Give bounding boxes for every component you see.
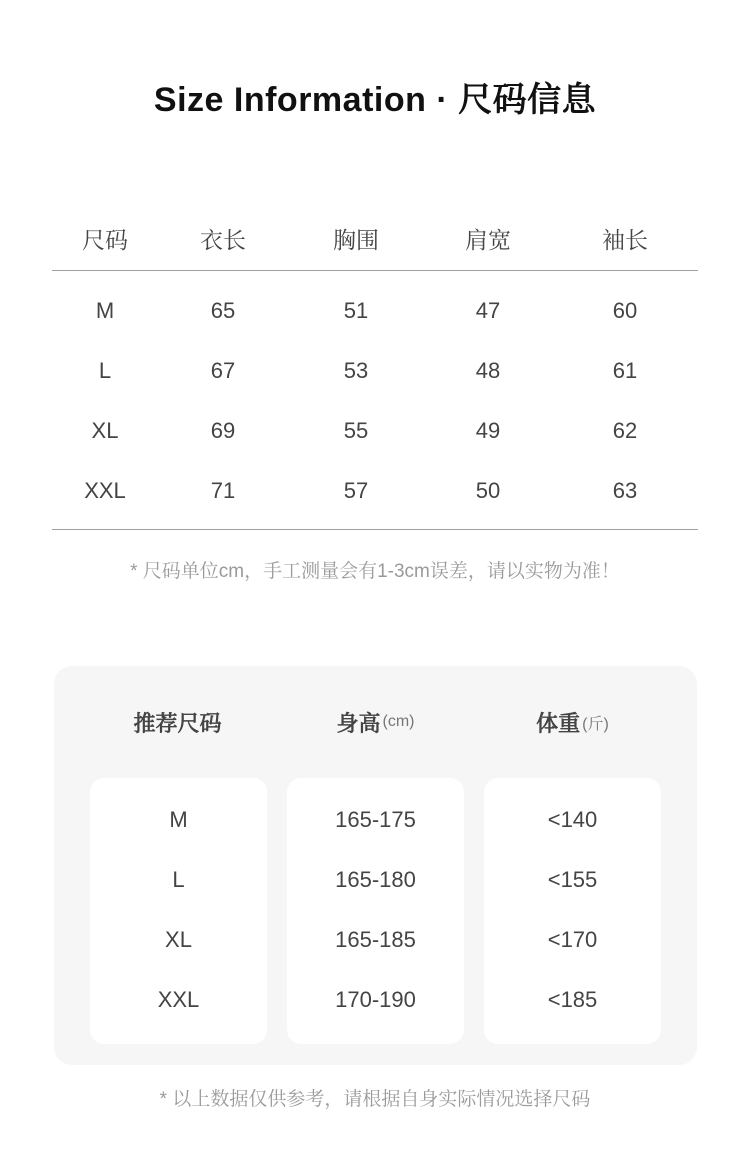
list-item: <155 [547, 867, 598, 892]
table-cell: 69 [210, 418, 236, 443]
list-item: 165-185 [335, 927, 416, 952]
recommend-header [90, 666, 267, 778]
list-item: M [169, 807, 188, 832]
header-shoulder: 肩宽 [465, 226, 511, 253]
size-note: * 尺码单位cm，手工测量会有1-3cm误差，请以实物为准！ [130, 561, 620, 582]
header-length: 衣长 [200, 226, 246, 253]
recommend-header-label: 体重 [536, 710, 581, 736]
table-cell: 67 [210, 358, 236, 383]
list-item: XXL [157, 987, 200, 1012]
size-table [52, 206, 698, 530]
table-cell: 60 [612, 298, 638, 323]
page-title: Size Information · 尺码信息 [153, 81, 597, 119]
list-item: L [172, 867, 185, 892]
list-item: <140 [547, 807, 598, 832]
recommend-header-unit: (cm) [382, 713, 415, 730]
table-cell: 63 [612, 478, 638, 503]
list-item: 165-180 [335, 867, 416, 892]
list-item: 165-175 [335, 807, 416, 832]
recommend-card [90, 778, 267, 1044]
recommend-header [484, 666, 661, 778]
table-cell: 50 [475, 478, 501, 503]
recommend-column-size [90, 666, 267, 1044]
size-table-body [52, 271, 698, 530]
list-item: XL [165, 927, 192, 952]
recommend-panel [54, 666, 697, 1065]
table-cell: 65 [210, 298, 236, 323]
size-table-header [52, 206, 698, 271]
recommend-header [287, 666, 464, 778]
table-row [52, 461, 698, 521]
table-row [52, 401, 698, 461]
recommend-card [484, 778, 661, 1044]
table-cell: 49 [475, 418, 501, 443]
table-cell: L [98, 358, 112, 383]
table-cell: 47 [475, 298, 501, 323]
table-cell: XXL [84, 478, 126, 503]
recommend-header-label: 身高 [336, 710, 381, 736]
table-cell: 48 [475, 358, 501, 383]
table-cell: 71 [210, 478, 236, 503]
recommend-header-unit: (斤) [582, 715, 609, 733]
table-cell: M [95, 298, 115, 323]
table-cell: 62 [612, 418, 638, 443]
recommend-card [287, 778, 464, 1044]
table-cell: 57 [343, 478, 369, 503]
table-cell: 55 [343, 418, 369, 443]
header-size: 尺码 [82, 226, 128, 253]
list-item: 170-190 [335, 987, 416, 1012]
recommend-column-weight [484, 666, 661, 1044]
list-item: <185 [547, 987, 598, 1012]
table-cell: 51 [343, 298, 369, 323]
header-chest: 胸围 [333, 226, 379, 253]
list-item: <170 [547, 927, 598, 952]
recommend-header-label: 推荐尺码 [133, 710, 222, 736]
header-sleeve: 袖长 [602, 226, 648, 253]
table-cell: XL [91, 418, 119, 443]
table-cell: 61 [612, 358, 638, 383]
recommend-column-height [287, 666, 464, 1044]
recommend-note: * 以上数据仅供参考，请根据自身实际情况选择尺码 [159, 1089, 591, 1110]
table-cell: 53 [343, 358, 369, 383]
table-row [52, 341, 698, 401]
table-row [52, 281, 698, 341]
